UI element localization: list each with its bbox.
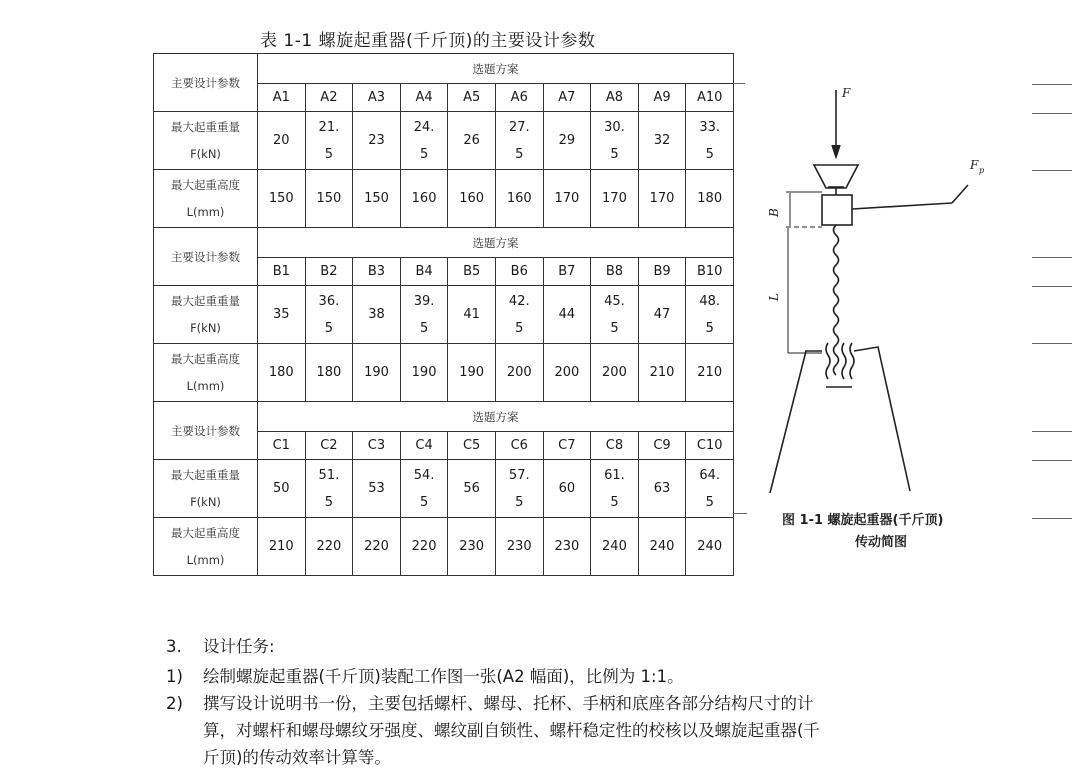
height-value-cell: 210	[258, 518, 306, 576]
height-label-cell	[154, 344, 258, 402]
ruled-line	[1032, 518, 1072, 519]
scheme-code-cell: A1	[258, 84, 306, 112]
label-line: L(mm)	[186, 552, 225, 567]
group-header-row	[154, 402, 734, 432]
height-value-cell: 210	[686, 344, 734, 402]
value-line: 5	[705, 146, 714, 162]
ruled-line	[733, 513, 747, 514]
parameter-label-cell: 主要设计参数	[154, 54, 258, 112]
height-value-cell: 150	[305, 170, 353, 228]
dimension-b-label: B	[767, 208, 781, 217]
height-value-cell: 160	[448, 170, 496, 228]
label-line: L(mm)	[186, 204, 225, 219]
height-value-cell: 200	[591, 344, 639, 402]
load-value-cell	[543, 286, 591, 344]
height-value-cell: 190	[353, 344, 401, 402]
height-value-cell: 230	[543, 518, 591, 576]
value-line: 5	[324, 494, 334, 510]
jack-transmission-diagram	[760, 85, 990, 505]
load-label-cell	[154, 286, 258, 344]
height-value-cell: 200	[495, 344, 543, 402]
section-number: 3.	[166, 637, 182, 656]
value-line: 5	[610, 494, 619, 510]
label-line: 最大起重重量	[171, 119, 240, 134]
value-line: 39.	[413, 293, 435, 309]
label-line: L(mm)	[186, 378, 225, 393]
task-text-line: 斤顶)的传动效率计算等。	[203, 748, 391, 767]
section-heading: 设计任务:	[203, 637, 275, 656]
scheme-code-cell: C3	[353, 432, 401, 460]
scheme-code-cell: A3	[353, 84, 401, 112]
value-line: 54.	[413, 467, 435, 483]
value-line: 5	[419, 320, 429, 336]
scheme-code-cell: B4	[400, 258, 448, 286]
load-row	[154, 460, 734, 518]
value-line: 5	[419, 494, 429, 510]
height-value-cell: 210	[638, 344, 686, 402]
ruled-line	[1032, 343, 1072, 344]
scheme-code-cell: C10	[686, 432, 734, 460]
task-number: 1)	[166, 667, 183, 686]
height-value-cell: 170	[591, 170, 639, 228]
value-line: 5	[610, 320, 619, 336]
height-value-cell: 160	[400, 170, 448, 228]
height-value-cell: 150	[353, 170, 401, 228]
force-label: F	[842, 86, 851, 100]
value-line: 64.	[699, 467, 721, 483]
value-line: 5	[515, 494, 524, 510]
ruled-line	[1032, 84, 1072, 85]
scheme-code-cell: B6	[495, 258, 543, 286]
value-line: 20	[273, 133, 290, 148]
label-line: 最大起重高度	[171, 351, 240, 366]
load-value-cell	[638, 460, 686, 518]
group-header-row	[154, 54, 734, 84]
ruled-line	[733, 83, 745, 84]
load-value-cell	[258, 286, 306, 344]
scheme-code-cell: A2	[305, 84, 353, 112]
load-value-cell	[448, 460, 496, 518]
value-line: 30.	[604, 119, 625, 135]
load-value-cell	[353, 286, 401, 344]
load-row	[154, 112, 734, 170]
value-line: 32	[653, 133, 671, 148]
scheme-code-cell: A8	[591, 84, 639, 112]
value-line: 5	[324, 146, 334, 162]
value-line: 45.	[604, 293, 625, 309]
value-line: 5	[419, 146, 429, 162]
figure-caption	[782, 510, 943, 554]
load-value-cell	[258, 460, 306, 518]
load-value-cell	[353, 460, 401, 518]
scheme-code-cell: A9	[638, 84, 686, 112]
value-line: 51.	[318, 467, 340, 483]
ruled-line	[1032, 170, 1072, 171]
task-text-line: 撰写设计说明书一份，主要包括螺杆、螺母、托杯、手柄和底座各部分结构尺寸的计	[203, 694, 814, 713]
height-value-cell: 190	[400, 344, 448, 402]
value-line: 23	[368, 133, 385, 148]
task-text-line: 算，对螺杆和螺母螺纹牙强度、螺纹副自锁性、螺杆稳定性的校核以及螺旋起重器(千	[203, 721, 820, 740]
scheme-code-cell: A4	[400, 84, 448, 112]
scheme-code-cell: C6	[495, 432, 543, 460]
scheme-code-cell: C5	[448, 432, 496, 460]
design-parameter-table	[153, 53, 734, 576]
height-value-cell: 180	[686, 170, 734, 228]
load-value-cell	[543, 460, 591, 518]
scheme-label-cell: 选题方案	[258, 228, 734, 258]
scheme-code-cell: A10	[686, 84, 734, 112]
load-value-cell	[638, 112, 686, 170]
height-value-cell: 150	[258, 170, 306, 228]
load-value-cell	[305, 286, 353, 344]
load-value-cell	[638, 286, 686, 344]
height-value-cell: 180	[305, 344, 353, 402]
value-line: 61.	[604, 467, 625, 483]
value-line: 5	[610, 146, 619, 162]
load-value-cell	[353, 112, 401, 170]
handle-force-subscript: p	[979, 166, 985, 175]
height-row	[154, 170, 734, 228]
value-line: 5	[515, 320, 524, 336]
load-value-cell	[686, 460, 734, 518]
value-line: 5	[324, 320, 334, 336]
value-line: 5	[515, 146, 524, 162]
load-value-cell	[495, 286, 543, 344]
load-value-cell	[591, 112, 639, 170]
height-value-cell: 160	[495, 170, 543, 228]
handle-force-label: F	[970, 158, 979, 172]
height-value-cell: 180	[258, 344, 306, 402]
label-line: F(kN)	[190, 146, 221, 161]
scheme-code-cell: B1	[258, 258, 306, 286]
scheme-code-cell: B9	[638, 258, 686, 286]
height-value-cell: 190	[448, 344, 496, 402]
label-line: F(kN)	[190, 320, 221, 335]
load-label-cell	[154, 460, 258, 518]
value-line: 47	[653, 307, 671, 322]
ruled-line	[1032, 431, 1072, 432]
load-value-cell	[305, 460, 353, 518]
parameter-label-cell: 主要设计参数	[154, 228, 258, 286]
load-value-cell	[400, 286, 448, 344]
load-value-cell	[448, 112, 496, 170]
load-value-cell	[495, 460, 543, 518]
scheme-code-cell: C4	[400, 432, 448, 460]
task-number: 2)	[166, 694, 183, 713]
value-line: 44	[558, 307, 576, 322]
task-text: 绘制螺旋起重器(千斤顶)装配工作图一张(A2 幅面)，比例为 1:1。	[203, 667, 684, 686]
table-title: 表 1-1 螺旋起重器(千斤顶)的主要设计参数	[260, 31, 596, 51]
value-line: 29	[558, 133, 576, 148]
scheme-code-cell: A5	[448, 84, 496, 112]
height-value-cell: 240	[686, 518, 734, 576]
value-line: 41	[463, 307, 480, 322]
load-value-cell	[305, 112, 353, 170]
ruled-line	[1032, 286, 1072, 287]
height-value-cell: 170	[543, 170, 591, 228]
ruled-line	[1032, 113, 1072, 114]
load-row	[154, 286, 734, 344]
task-text	[203, 690, 923, 771]
value-line: 35	[273, 307, 290, 322]
ruled-line	[1032, 460, 1072, 461]
load-value-cell	[543, 112, 591, 170]
value-line: 60	[558, 481, 576, 496]
scheme-code-cell: A6	[495, 84, 543, 112]
height-value-cell: 220	[353, 518, 401, 576]
scheme-code-cell: B2	[305, 258, 353, 286]
value-line: 33.	[699, 119, 721, 135]
height-value-cell: 170	[638, 170, 686, 228]
value-line: 53	[368, 481, 385, 496]
value-line: 24.	[413, 119, 435, 135]
scheme-code-cell: B10	[686, 258, 734, 286]
load-value-cell	[591, 460, 639, 518]
load-value-cell	[400, 112, 448, 170]
scheme-code-cell: A7	[543, 84, 591, 112]
value-line: 26	[463, 133, 480, 148]
scheme-code-cell: C2	[305, 432, 353, 460]
height-row	[154, 518, 734, 576]
scheme-code-cell: B5	[448, 258, 496, 286]
scheme-code-cell: B7	[543, 258, 591, 286]
label-line: 最大起重重量	[171, 467, 240, 482]
parameter-label-cell: 主要设计参数	[154, 402, 258, 460]
load-value-cell	[495, 112, 543, 170]
height-label-cell	[154, 170, 258, 228]
height-label-cell	[154, 518, 258, 576]
ruled-line	[1032, 257, 1072, 258]
value-line: 50	[273, 481, 290, 496]
label-line: 最大起重高度	[171, 177, 240, 192]
scheme-label-cell: 选题方案	[258, 54, 734, 84]
height-value-cell: 200	[543, 344, 591, 402]
label-line: 最大起重高度	[171, 525, 240, 540]
load-value-cell	[686, 286, 734, 344]
scheme-label-cell: 选题方案	[258, 402, 734, 432]
height-value-cell: 230	[448, 518, 496, 576]
scheme-code-cell: B3	[353, 258, 401, 286]
value-line: 27.	[508, 119, 530, 135]
value-line: 38	[368, 307, 385, 322]
height-value-cell: 230	[495, 518, 543, 576]
value-line: 42.	[508, 293, 530, 309]
load-value-cell	[591, 286, 639, 344]
label-line: 最大起重重量	[171, 293, 240, 308]
label-line: F(kN)	[190, 494, 221, 509]
value-line: 57.	[508, 467, 530, 483]
height-row	[154, 344, 734, 402]
value-line: 5	[705, 494, 714, 510]
value-line: 48.	[699, 293, 721, 309]
scheme-code-cell: C7	[543, 432, 591, 460]
height-value-cell: 220	[400, 518, 448, 576]
value-line: 36.	[318, 293, 340, 309]
figure-caption-line-2: 传动简图	[855, 535, 908, 550]
height-value-cell: 240	[591, 518, 639, 576]
load-label-cell	[154, 112, 258, 170]
scheme-code-cell: C1	[258, 432, 306, 460]
scheme-code-cell: B8	[591, 258, 639, 286]
value-line: 63	[653, 481, 671, 496]
scheme-code-cell: C9	[638, 432, 686, 460]
figure-caption-line-1: 图 1-1 螺旋起重器(千斤顶)	[782, 513, 944, 528]
load-value-cell	[686, 112, 734, 170]
value-line: 5	[705, 320, 714, 336]
dimension-l-label: L	[767, 293, 781, 301]
load-value-cell	[400, 460, 448, 518]
height-value-cell: 220	[305, 518, 353, 576]
value-line: 21.	[318, 119, 340, 135]
scheme-code-cell: C8	[591, 432, 639, 460]
group-header-row	[154, 228, 734, 258]
value-line: 56	[463, 481, 480, 496]
height-value-cell: 240	[638, 518, 686, 576]
load-value-cell	[258, 112, 306, 170]
load-value-cell	[448, 286, 496, 344]
